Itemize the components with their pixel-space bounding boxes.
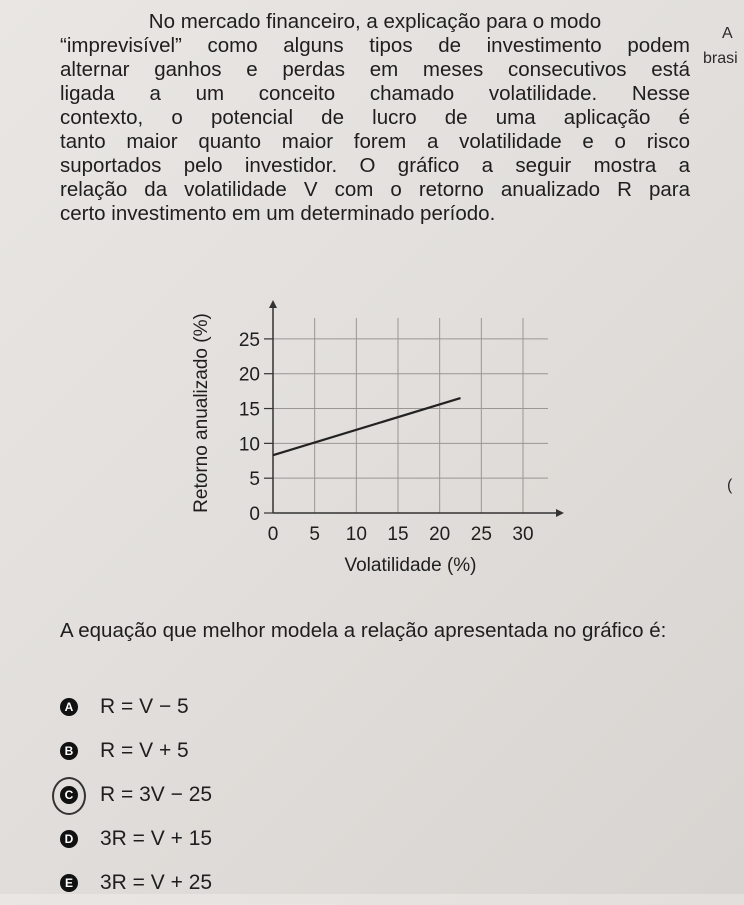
option-letter-badge: E [60,874,78,892]
y-tick-label: 15 [238,399,260,421]
option-text: 3R = V + 25 [100,871,213,894]
side-fragment-paren: ( [727,477,733,494]
y-tick-label: 0 [249,504,260,525]
intro-line: ligada a um conceito chamado volatilidade. Nesse [60,82,690,105]
intro-line: relação da volatilidade V com o retorno anualizado R para [60,178,690,201]
x-tick-label: 5 [309,524,320,545]
option-text: 3R = V + 15 [100,827,213,850]
option-e[interactable] [60,861,212,905]
x-tick-label: 30 [512,524,534,545]
y-tick-label: 10 [238,434,260,456]
intro-line: “imprevisível” como alguns tipos de investimento podem [60,34,690,57]
option-letter-badge: B [60,742,78,760]
x-tick-label: 25 [470,524,492,545]
series-line [273,398,461,455]
option-d[interactable] [60,817,212,861]
x-axis-label: Volatilidade (%) [344,555,477,576]
option-text: R = 3V − 25 [100,783,213,806]
intro-line: suportados pelo investidor. O gráfico a seguir mostra a [60,154,690,177]
x-tick-label: 20 [429,524,451,545]
option-letter-badge: C [60,786,78,804]
option-c[interactable] [60,773,212,817]
intro-line: alternar ganhos e perdas em meses consecutivos está [60,58,690,81]
intro-line: tanto maior quanto maior forem a volatilidade e o risco [60,130,690,153]
chart-series [273,398,461,455]
y-axis-arrow [269,300,277,308]
option-b[interactable] [60,729,212,773]
x-tick-label: 10 [345,524,367,545]
intro-line: contexto, o potencial de lucro de uma aplicação é [60,106,690,129]
y-tick-label: 25 [238,329,260,351]
intro-line: certo investimento em um determinado período. [60,202,496,225]
line-chart [185,285,585,585]
y-axis-label: Retorno anualizado (%) [191,313,212,513]
option-letter-badge: D [60,830,78,848]
intro-paragraph [60,10,690,226]
x-axis-arrow [556,509,564,517]
intro-line: No mercado financeiro, a explicação para o modo [148,10,602,33]
side-fragment-brasi: brasi [703,50,738,67]
y-tick-label: 5 [249,469,260,491]
side-fragment-a: A [722,25,733,42]
chart-grid [273,318,548,513]
answer-options [60,685,212,905]
x-tick-label: 15 [387,524,409,545]
option-a[interactable] [60,685,212,729]
option-text: R = V + 5 [100,739,189,762]
option-text: R = V − 5 [100,695,189,718]
question-text: A equação que melhor modela a relação apresentada no gráfico é: [60,619,667,642]
option-letter-badge: A [60,698,78,716]
x-tick-label: 0 [267,524,279,545]
y-tick-label: 20 [238,364,260,386]
